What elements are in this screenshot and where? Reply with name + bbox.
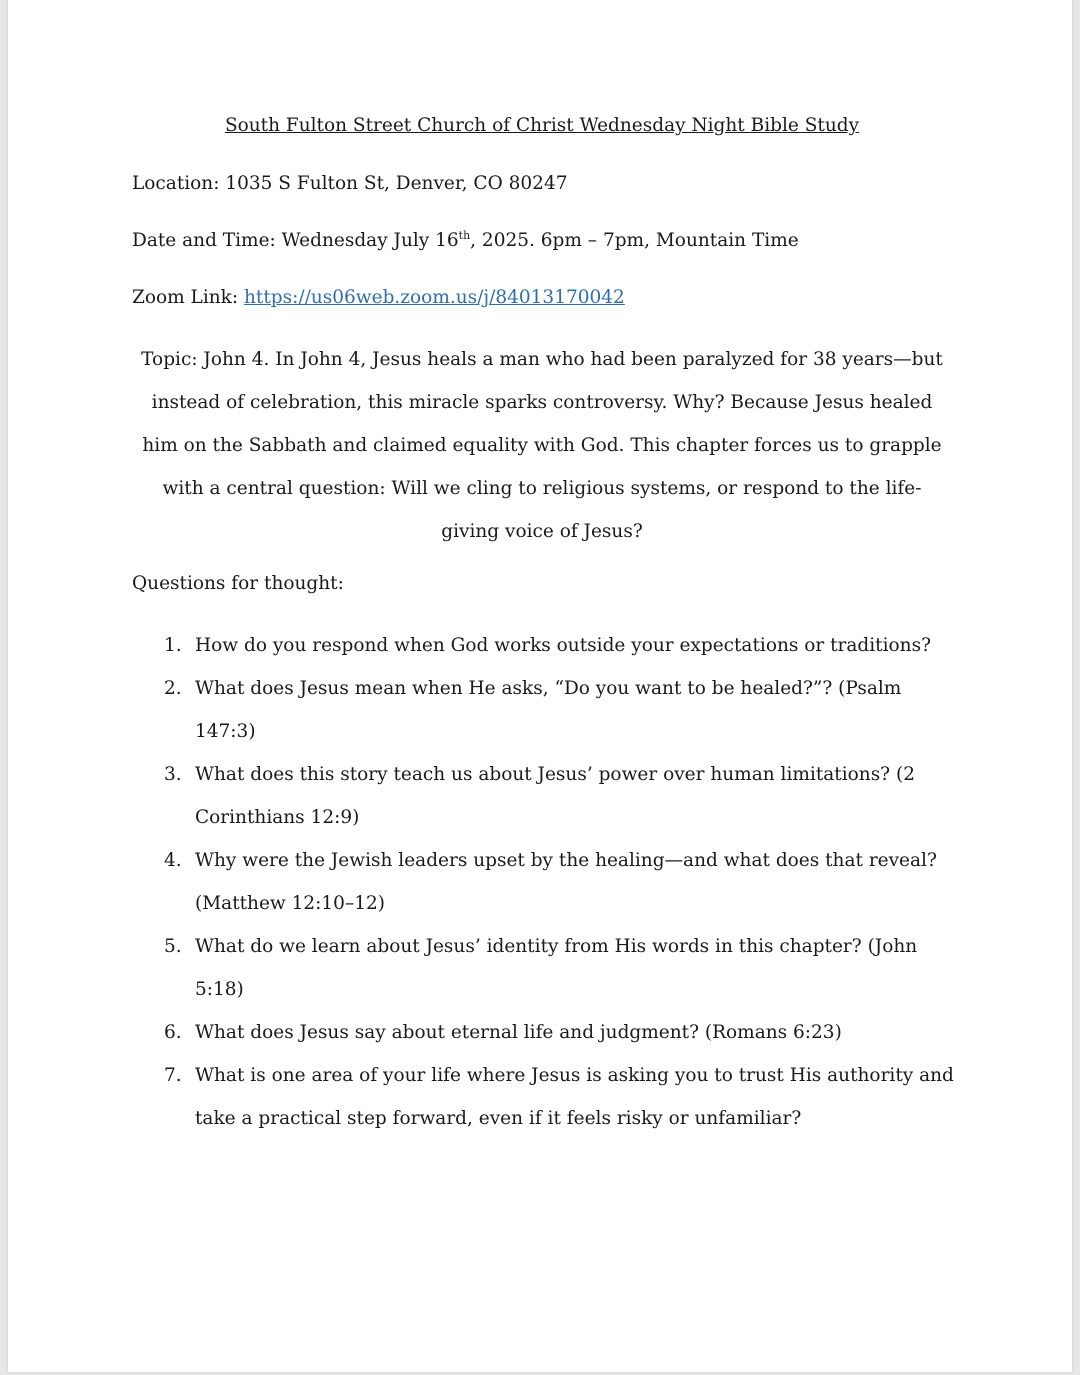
question-number: 7. [164, 1065, 182, 1086]
date-time-line [132, 230, 799, 251]
zoom-label: Zoom Link: [132, 287, 239, 308]
questions-list [132, 624, 952, 1140]
question-item [132, 1054, 955, 1140]
question-number: 1. [164, 635, 182, 656]
question-number: 6. [164, 1022, 182, 1043]
question-item [132, 624, 955, 667]
question-text: How do you respond when God works outside your expectations or traditions? [195, 635, 931, 656]
location-value: 1035 S Fulton St, Denver, CO 80247 [225, 173, 568, 194]
document-page [8, 0, 1072, 1372]
location-label: Location: [132, 173, 220, 194]
questions-heading: Questions for thought: [132, 573, 344, 594]
topic-paragraph: Topic: John 4. In John 4, Jesus heals a man who had been paralyzed for 38 years—but instead of celebration, this miracle sparks controversy. Why? Because Jesus healed him on the Sabbath and claimed equality with God. This chapter forces us to grapple with a central question: Will we cling to religious systems, or respond to the life-giving voice of Jesus? [141, 349, 943, 542]
question-text: What does this story teach us about Jesus’ power over human limitations? (2 Corinthians 12:9) [195, 764, 915, 828]
question-item [132, 839, 955, 925]
question-item [132, 925, 955, 1011]
question-number: 3. [164, 764, 182, 785]
question-text: What does Jesus say about eternal life and judgment? (Romans 6:23) [195, 1022, 842, 1043]
question-text: Why were the Jewish leaders upset by the healing—and what does that reveal? (Matthew 12:10–12) [195, 850, 937, 914]
question-number: 2. [164, 678, 182, 699]
question-item [132, 1011, 955, 1054]
location-line [132, 173, 568, 194]
date-value: Wednesday July 16th, 2025. 6pm – 7pm, Mountain Time [281, 229, 799, 251]
question-item [132, 753, 955, 839]
zoom-line [132, 287, 625, 308]
question-text: What does Jesus mean when He asks, “Do you want to be healed?”? (Psalm 147:3) [195, 678, 902, 742]
date-label: Date and Time: [132, 230, 276, 251]
document-title: South Fulton Street Church of Christ Wednesday Night Bible Study [224, 115, 860, 136]
question-number: 5. [164, 936, 182, 957]
question-text: What is one area of your life where Jesus is asking you to trust His authority and take a practical step forward, even if it feels risky or unfamiliar? [195, 1065, 954, 1129]
question-item [132, 667, 955, 753]
question-text: What do we learn about Jesus’ identity from His words in this chapter? (John 5:18) [195, 936, 918, 1000]
zoom-link[interactable]: https://us06web.zoom.us/j/84013170042 [244, 287, 625, 308]
question-number: 4. [164, 850, 182, 871]
